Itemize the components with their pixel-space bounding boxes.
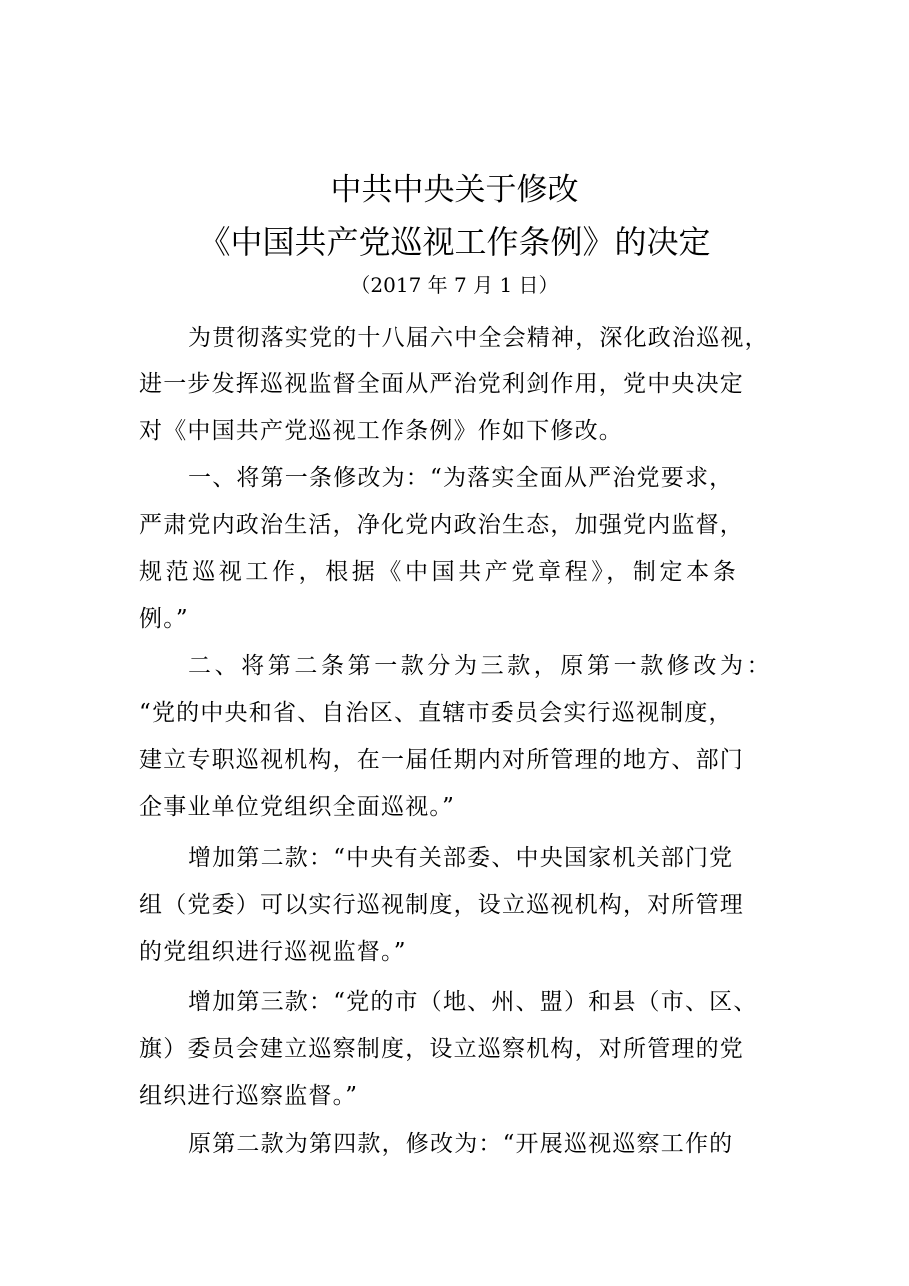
document-title-line-1: 中共中央关于修改 — [330, 172, 579, 208]
paragraph-line: 增加第三款：“党的市（地、州、盟）和县（市、区、 — [188, 989, 758, 1015]
document-title-line-2: 《中国共产党巡视工作条例》的决定 — [198, 223, 711, 261]
paragraph-line: 增加第二款：“中央有关部委、中央国家机关部门党 — [188, 845, 734, 871]
paragraph-line: “党的中央和省、自治区、直辖市委员会实行巡视制度， — [139, 700, 733, 726]
paragraph-line: 进一步发挥巡视监督全面从严治党利剑作用，党中央决定 — [139, 371, 744, 397]
paragraph-line: 严肃党内政治生活，净化党内政治生态，加强党内监督， — [139, 512, 744, 538]
paragraph-line: 一、将第一条修改为：“为落实全面从严治党要求， — [188, 465, 734, 491]
paragraph-line: 为贯彻落实党的十八届六中全会精神，深化政治巡视， — [188, 325, 769, 351]
paragraph-line: 企事业单位党组织全面巡视。” — [139, 794, 456, 820]
paragraph-line: 二、将第二条第一款分为三款，原第一款修改为： — [188, 653, 774, 679]
paragraph-line: 组（党委）可以实行巡视制度，设立巡视机构，对所管理 — [139, 892, 744, 918]
paragraph-line: 例。” — [139, 606, 189, 632]
paragraph-line: 组织进行巡察监督。” — [139, 1083, 359, 1109]
document-date: （2017 年 7 月 1 日） — [350, 273, 559, 297]
paragraph-line: 原第二款为第四款，修改为：“开展巡视巡察工作的 — [188, 1131, 734, 1157]
paragraph-line: 的党组织进行巡视监督。” — [139, 939, 407, 965]
paragraph-line: 对《中国共产党巡视工作条例》作如下修改。 — [139, 418, 623, 444]
paragraph-line: 旗）委员会建立巡察制度，设立巡察机构，对所管理的党 — [139, 1036, 744, 1062]
paragraph-line: 建立专职巡视机构，在一届任期内对所管理的地方、部门 — [139, 747, 744, 773]
paragraph-line: 规范巡视工作，根据《中国共产党章程》，制定本条 — [139, 559, 740, 585]
